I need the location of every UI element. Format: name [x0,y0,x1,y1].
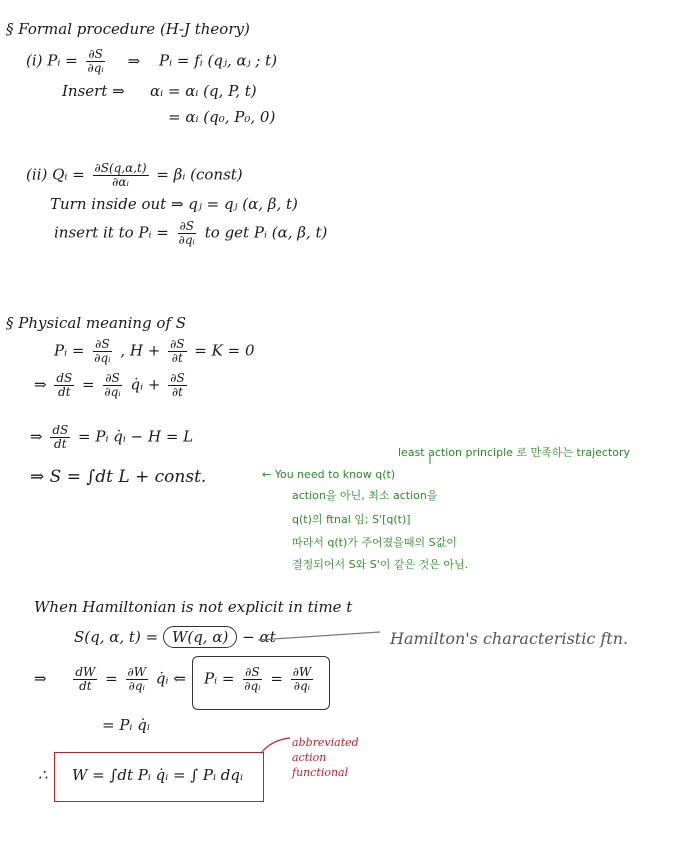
step-i-arrow: ⇒ [127,51,141,70]
alpha-eq-1: αᵢ = αᵢ (q, P, t) [150,82,257,100]
note-line-5: 결정되어서 S와 S'이 같은 것은 아님. [292,558,469,571]
ham-eq2-fraction-2: $\frac{\partial W}{\text{∂qᵢ}}$ [127,665,147,693]
ham-note: Hamilton's characteristic ftn. [390,629,629,648]
eq1-fraction-2: $\frac{\partial S}{\partial t}$ [170,337,185,365]
insert-post: to get Pᵢ (α, β, t) [204,223,328,242]
physical-eq-4: ⇒ S = ∫dt L + const. [30,467,207,487]
turn-inside-out: Turn inside out ⇒ qⱼ = qⱼ (α, β, t) [50,195,298,213]
step-ii-lhs: Qᵢ = [52,165,85,184]
step-i-fraction: $\frac{\partial S}{\text{∂qᵢ}}$ [87,47,104,75]
step-i-lhs: Pᵢ = [47,51,78,70]
hamiltonian-title: When Hamiltonian is not explicit in time t [34,598,353,616]
eq1-post: = K = 0 [194,341,255,360]
eq1-fraction: $\frac{\partial S}{\text{∂qᵢ}}$ [94,337,111,365]
final-equation: W = ∫dt Pᵢ q̇ᵢ = ∫ Pᵢ dqᵢ [72,766,244,784]
ham-eq1-rhs: − αt [242,628,276,646]
ham-eq1-circle: W(q, α) [163,626,237,648]
note-line-1: ← You need to know q(t) [262,468,396,481]
eq2-eq: = [82,375,95,394]
formal-title: § Formal procedure (H-J theory) [6,20,250,38]
eq2-arrow: ⇒ [34,375,47,394]
ham-eq2-arrow: ⇒ [34,669,47,688]
note-line-3: q(t)의 ftnal 임; S'[q(t)] [292,513,411,526]
red-note-1: abbreviated [292,736,359,749]
alpha-eq-2: = αᵢ (q₀, P₀, 0) [168,108,276,126]
eq3-arrow: ⇒ [30,427,43,446]
eq1-pre: Pᵢ = [54,341,85,360]
insert-pre: insert it to Pᵢ = [54,223,169,242]
note-line-2: action을 아닌, 최소 action을 [292,489,438,502]
red-note-3: functional [292,766,349,779]
note-line-4: 따라서 q(t)가 주어졌을때의 S값이 [292,536,457,549]
ham-eq-3: = Pᵢ q̇ᵢ [102,716,150,734]
box-fraction: $\frac{\partial S}{\text{∂qᵢ}}$ [244,665,261,693]
step-ii-fraction: $\frac{\partial S(q,\alpha,t)}{\text{∂αᵢ}}$ [94,161,147,189]
insert-fraction: $\frac{\partial S}{\text{∂qᵢ}}$ [178,219,195,247]
step-ii-rhs: = βᵢ (const) [156,165,243,184]
step-i-label: (i) [26,51,43,70]
insert-label: Insert ⇒ [62,82,125,100]
note-top: least action principle 로 만족하는 trajectory [398,446,631,459]
ham-eq2-eq: = [105,669,118,688]
eq2-fraction-2: $\frac{\partial S}{\text{∂qᵢ}}$ [104,371,121,399]
ham-eq1-lhs: S(q, α, t) = [74,628,159,646]
eq1-mid: , H + [120,341,161,360]
box-pre: Pᵢ = [204,669,235,688]
ham-eq2-fraction: $\frac{dW}{dt}$ [75,665,96,693]
eq2-mid: q̇ᵢ + [130,375,161,394]
eq3-fraction: $\frac{dS}{dt}$ [52,423,69,451]
ham-eq2-post: q̇ᵢ ⇐ [155,669,186,688]
eq3-rhs: = Pᵢ q̇ᵢ − H = L [78,427,194,446]
red-note-connector [262,738,290,752]
therefore-symbol: ∴ [38,766,48,784]
eq2-fraction: $\frac{dS}{dt}$ [56,371,73,399]
physical-title: § Physical meaning of S [6,314,187,332]
red-note-2: action [292,751,327,764]
step-i-rhs: Pᵢ = fᵢ (qⱼ, αⱼ ; t) [158,51,278,70]
box-eq: = [270,669,283,688]
box-fraction-2: $\frac{\partial W}{\text{∂qᵢ}}$ [292,665,312,693]
ham-note-connector [258,632,380,640]
step-ii-label: (ii) [26,165,48,184]
eq2-fraction-3: $\frac{\partial S}{\partial t}$ [170,371,185,399]
